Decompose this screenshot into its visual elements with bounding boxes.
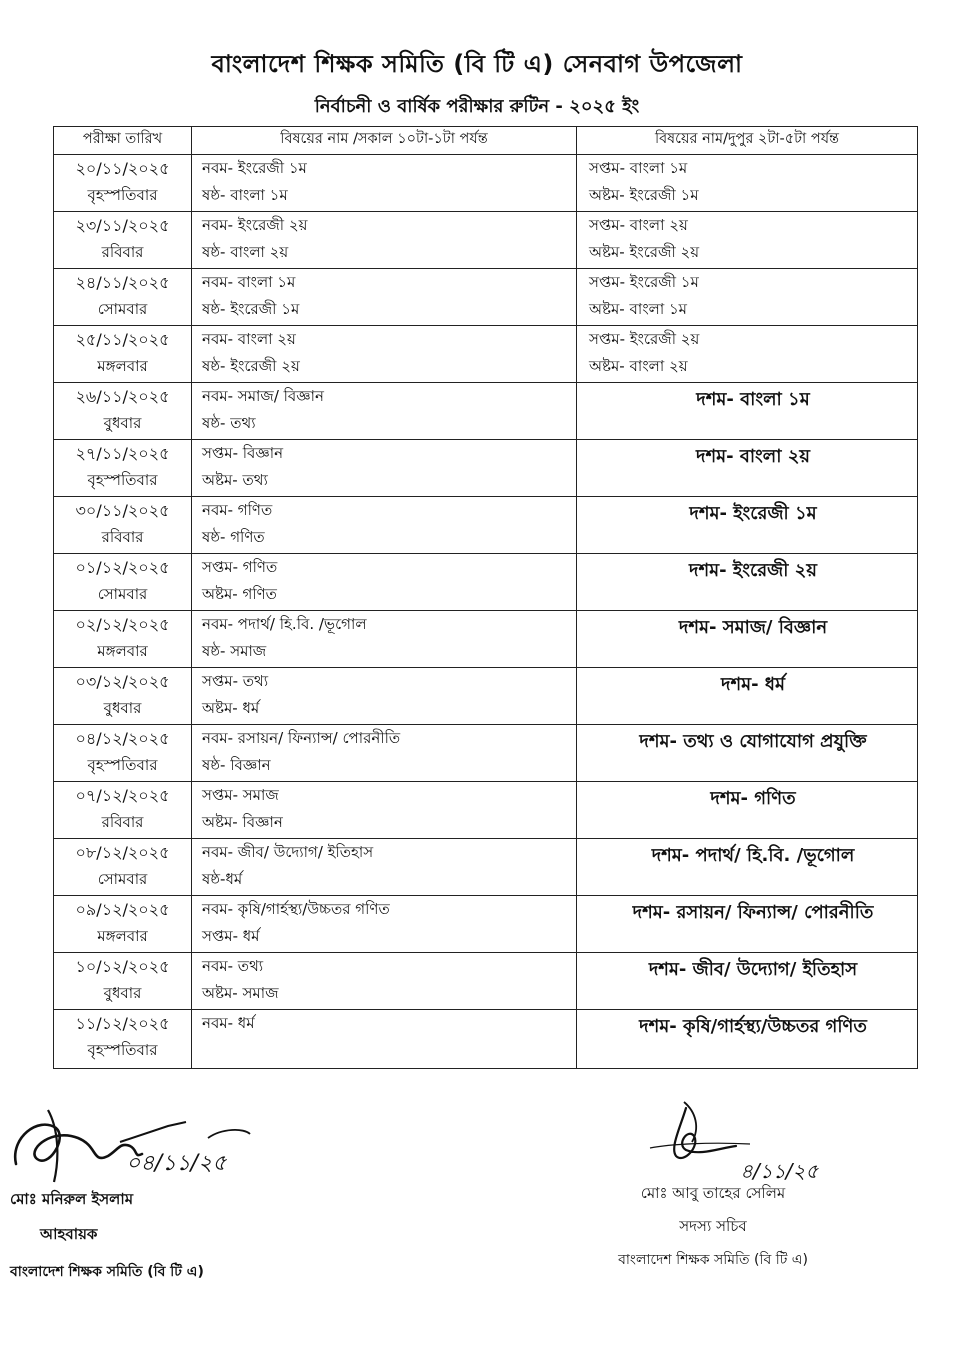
morning-subject: সপ্তম- গণিত: [202, 558, 278, 576]
afternoon-subjects-cell: [577, 896, 918, 953]
right-signature: [640, 1098, 840, 1184]
exam-day: মঙ্গলবার: [97, 357, 148, 375]
morning-subject: নবম- বাংলা ১ম: [202, 273, 296, 291]
exam-date-cell: [54, 326, 192, 383]
exam-day: বৃহস্পতিবার: [87, 756, 158, 774]
morning-subjects-cell: [192, 383, 577, 440]
table-row: [54, 896, 918, 953]
table-row: [54, 155, 918, 212]
morning-subject: সপ্তম- ধর্ম: [202, 927, 260, 945]
exam-day: মঙ্গলবার: [97, 642, 148, 660]
morning-subject: নবম- কৃষি/গার্হস্থ্য/উচ্চতর গণিত: [202, 900, 390, 918]
exam-date-cell: [54, 1010, 192, 1069]
left-signatory-role: আহবায়ক: [40, 1225, 98, 1243]
morning-subjects-cell: [192, 1010, 577, 1069]
morning-subjects-cell: [192, 782, 577, 839]
morning-subjects-cell: [192, 668, 577, 725]
exam-day: বুধবার: [103, 699, 142, 717]
exam-routine-table: [53, 126, 918, 1069]
morning-subjects-cell: [192, 212, 577, 269]
morning-subject: নবম- জীব/ উদ্যোগ/ ইতিহাস: [202, 843, 374, 861]
exam-date-cell: [54, 953, 192, 1010]
exam-date: ২০/১১/২০২৫: [75, 159, 170, 178]
table-row: [54, 212, 918, 269]
morning-subject: সপ্তম- তথ্য: [202, 672, 269, 690]
exam-date: ১০/১২/২০২৫: [75, 957, 170, 976]
morning-subject: নবম- তথ্য: [202, 957, 264, 975]
afternoon-subjects-cell: [577, 611, 918, 668]
morning-subject: নবম- গণিত: [202, 501, 273, 519]
table-row: [54, 668, 918, 725]
class-ten-subject: দশম- রসায়ন/ ফিন্যান্স/ পোরনীতি: [632, 902, 874, 923]
afternoon-subject: অষ্টম- ইংরেজী ১ম: [589, 186, 699, 204]
afternoon-subject: অষ্টম- ইংরেজী ২য়: [589, 243, 700, 261]
exam-day: রবিবার: [101, 813, 144, 831]
table-row: [54, 782, 918, 839]
afternoon-subjects-cell: [577, 155, 918, 212]
exam-day: বৃহস্পতিবার: [87, 186, 158, 204]
table-row: [54, 326, 918, 383]
morning-subject: ষষ্ঠ- বিজ্ঞান: [202, 756, 271, 774]
morning-subjects-cell: [192, 839, 577, 896]
morning-subjects-cell: [192, 155, 577, 212]
afternoon-subject: সপ্তম- ইংরেজী ১ম: [589, 273, 699, 291]
afternoon-subjects-cell: [577, 839, 918, 896]
exam-date: ২৬/১১/২০২৫: [75, 387, 170, 406]
exam-date: ০৪/১২/২০২৫: [75, 729, 170, 748]
header-exam-date: পরীক্ষা তারিখ: [54, 127, 192, 155]
morning-subjects-cell: [192, 725, 577, 782]
class-ten-subject: দশম- কৃষি/গার্হস্থ্য/উচ্চতর গণিত: [639, 1016, 867, 1037]
exam-date: ০৮/১২/২০২৫: [75, 843, 170, 862]
page-title: বাংলাদেশ শিক্ষক সমিতি (বি টি এ) সেনবাগ উপজেলা: [211, 50, 743, 78]
morning-subjects-cell: [192, 953, 577, 1010]
morning-subject: সপ্তম- সমাজ: [202, 786, 279, 804]
exam-date: ২৪/১১/২০২৫: [75, 273, 170, 292]
exam-date-cell: [54, 668, 192, 725]
morning-subject: অষ্টম- তথ্য: [202, 471, 268, 489]
class-ten-subject: দশম- তথ্য ও যোগাযোগ প্রযুক্তি: [639, 731, 867, 752]
afternoon-subjects-cell: [577, 440, 918, 497]
class-ten-subject: দশম- বাংলা ১ম: [696, 389, 810, 410]
table-row: [54, 269, 918, 326]
afternoon-subject: সপ্তম- ইংরেজী ২য়: [589, 330, 700, 348]
morning-subject: অষ্টম- গণিত: [202, 585, 277, 603]
afternoon-subjects-cell: [577, 326, 918, 383]
class-ten-subject: দশম- ইংরেজী ১ম: [689, 503, 817, 524]
table-row: [54, 554, 918, 611]
morning-subject: ষষ্ঠ- বাংলা ১ম: [202, 186, 288, 204]
morning-subjects-cell: [192, 497, 577, 554]
afternoon-subjects-cell: [577, 725, 918, 782]
exam-date: ০১/১২/২০২৫: [75, 558, 170, 577]
afternoon-subjects-cell: [577, 782, 918, 839]
afternoon-subjects-cell: [577, 554, 918, 611]
exam-date: ০৭/১২/২০২৫: [75, 786, 170, 805]
table-row: [54, 953, 918, 1010]
table-row: [54, 725, 918, 782]
afternoon-subject: সপ্তম- বাংলা ২য়: [589, 216, 688, 234]
exam-date-cell: [54, 212, 192, 269]
morning-subject: সপ্তম- বিজ্ঞান: [202, 444, 284, 462]
right-signatory-role: সদস্য সচিব: [679, 1217, 747, 1235]
exam-date-cell: [54, 383, 192, 440]
morning-subject: ষষ্ঠ- সমাজ: [202, 642, 267, 660]
exam-day: সোমবার: [97, 300, 148, 318]
afternoon-subjects-cell: [577, 497, 918, 554]
afternoon-subjects-cell: [577, 668, 918, 725]
morning-subject: ষষ্ঠ- ইংরেজী ২য়: [202, 357, 300, 375]
exam-date-cell: [54, 155, 192, 212]
exam-date: ২৫/১১/২০২৫: [75, 330, 170, 349]
exam-date: ০৯/১২/২০২৫: [75, 900, 170, 919]
table-header-row: [54, 127, 918, 155]
afternoon-subjects-cell: [577, 383, 918, 440]
exam-day: বুধবার: [103, 414, 142, 432]
morning-subject: ষষ্ঠ-ধর্ম: [202, 870, 243, 888]
exam-day: রবিবার: [101, 528, 144, 546]
afternoon-subject: অষ্টম- বাংলা ২য়: [589, 357, 688, 375]
morning-subjects-cell: [192, 554, 577, 611]
class-ten-subject: দশম- ইংরেজী ২য়: [689, 560, 817, 581]
table-row: [54, 440, 918, 497]
exam-day: সোমবার: [97, 870, 148, 888]
header-afternoon-subjects: বিষয়ের নাম/দুপুর ২টা-৫টা পর্যন্ত: [577, 127, 918, 155]
afternoon-subjects-cell: [577, 1010, 918, 1069]
exam-date-cell: [54, 725, 192, 782]
table-row: [54, 1010, 918, 1069]
exam-day: বৃহস্পতিবার: [87, 1041, 158, 1059]
morning-subject: নবম- সমাজ/ বিজ্ঞান: [202, 387, 324, 405]
morning-subject: নবম- ইংরেজী ১ম: [202, 159, 307, 177]
exam-day: রবিবার: [101, 243, 144, 261]
exam-date-cell: [54, 839, 192, 896]
right-signatory-name: মোঃ আবু তাহের সেলিম: [640, 1184, 786, 1202]
class-ten-subject: দশম- গণিত: [710, 788, 796, 809]
exam-day: বৃহস্পতিবার: [87, 471, 158, 489]
exam-date-cell: [54, 554, 192, 611]
exam-date-cell: [54, 782, 192, 839]
header-morning-subjects: বিষয়ের নাম /সকাল ১০টা-১টা পর্যন্ত: [192, 127, 577, 155]
class-ten-subject: দশম- ধর্ম: [721, 674, 785, 695]
morning-subjects-cell: [192, 896, 577, 953]
class-ten-subject: দশম- সমাজ/ বিজ্ঞান: [678, 617, 828, 638]
exam-day: মঙ্গলবার: [97, 927, 148, 945]
exam-date: ০৩/১২/২০২৫: [75, 672, 170, 691]
exam-date-cell: [54, 611, 192, 668]
left-signatory-org: বাংলাদেশ শিক্ষক সমিতি (বি টি এ): [10, 1264, 204, 1280]
exam-day: সোমবার: [97, 585, 148, 603]
table-row: [54, 611, 918, 668]
morning-subjects-cell: [192, 440, 577, 497]
exam-date: ১১/১২/২০২৫: [75, 1014, 170, 1033]
right-signatory: [598, 1182, 828, 1272]
morning-subject: নবম- রসায়ন/ ফিন্যান্স/ পোরনীতি: [202, 729, 401, 747]
exam-date-cell: [54, 896, 192, 953]
morning-subjects-cell: [192, 326, 577, 383]
morning-subject: নবম- পদার্থ/ হি.বি. /ভূগোল: [202, 615, 367, 633]
page-subtitle: নির্বাচনী ও বার্ষিক পরীক্ষার রুটিন - ২০২৫ ইং: [314, 96, 640, 117]
exam-date: ২৩/১১/২০২৫: [75, 216, 170, 235]
morning-subjects-cell: [192, 611, 577, 668]
morning-subject: ষষ্ঠ- তথ্য: [202, 414, 256, 432]
morning-subjects-cell: [192, 269, 577, 326]
morning-subject: নবম- ইংরেজী ২য়: [202, 216, 308, 234]
afternoon-subjects-cell: [577, 953, 918, 1010]
table-row: [54, 839, 918, 896]
morning-subject: নবম- বাংলা ২য়: [202, 330, 296, 348]
left-signature-date: ০৪/১১/২৫: [126, 1151, 227, 1176]
table-row: [54, 497, 918, 554]
class-ten-subject: দশম- পদার্থ/ হি.বি. /ভূগোল: [651, 845, 855, 866]
morning-subject: ষষ্ঠ- গণিত: [202, 528, 265, 546]
morning-subject: অষ্টম- বিজ্ঞান: [202, 813, 283, 831]
afternoon-subjects-cell: [577, 212, 918, 269]
exam-date: ৩০/১১/২০২৫: [75, 501, 170, 520]
left-signatory-name: মোঃ মনিরুল ইসলাম: [10, 1190, 134, 1208]
right-signatory-org: বাংলাদেশ শিক্ষক সমিতি (বি টি এ): [618, 1252, 808, 1268]
exam-date-cell: [54, 440, 192, 497]
morning-subject: নবম- ধর্ম: [202, 1014, 255, 1032]
right-signature-date: ৪/১১/২৫: [740, 1159, 819, 1183]
exam-date-cell: [54, 497, 192, 554]
afternoon-subject: সপ্তম- বাংলা ১ম: [589, 159, 688, 177]
exam-date: ২৭/১১/২০২৫: [75, 444, 170, 463]
afternoon-subject: অষ্টম- বাংলা ১ম: [589, 300, 688, 318]
left-signatory: [10, 1188, 204, 1284]
exam-date: ০২/১২/২০২৫: [75, 615, 170, 634]
morning-subject: অষ্টম- সমাজ: [202, 984, 279, 1002]
morning-subject: ষষ্ঠ- বাংলা ২য়: [202, 243, 289, 261]
table-row: [54, 383, 918, 440]
afternoon-subjects-cell: [577, 269, 918, 326]
class-ten-subject: দশম- জীব/ উদ্যোগ/ ইতিহাস: [648, 959, 858, 980]
morning-subject: ষষ্ঠ- ইংরেজী ১ম: [202, 300, 300, 318]
exam-day: বুধবার: [103, 984, 142, 1002]
morning-subject: অষ্টম- ধর্ম: [202, 699, 260, 717]
class-ten-subject: দশম- বাংলা ২য়: [695, 446, 811, 467]
exam-date-cell: [54, 269, 192, 326]
left-signature: [8, 1098, 258, 1190]
